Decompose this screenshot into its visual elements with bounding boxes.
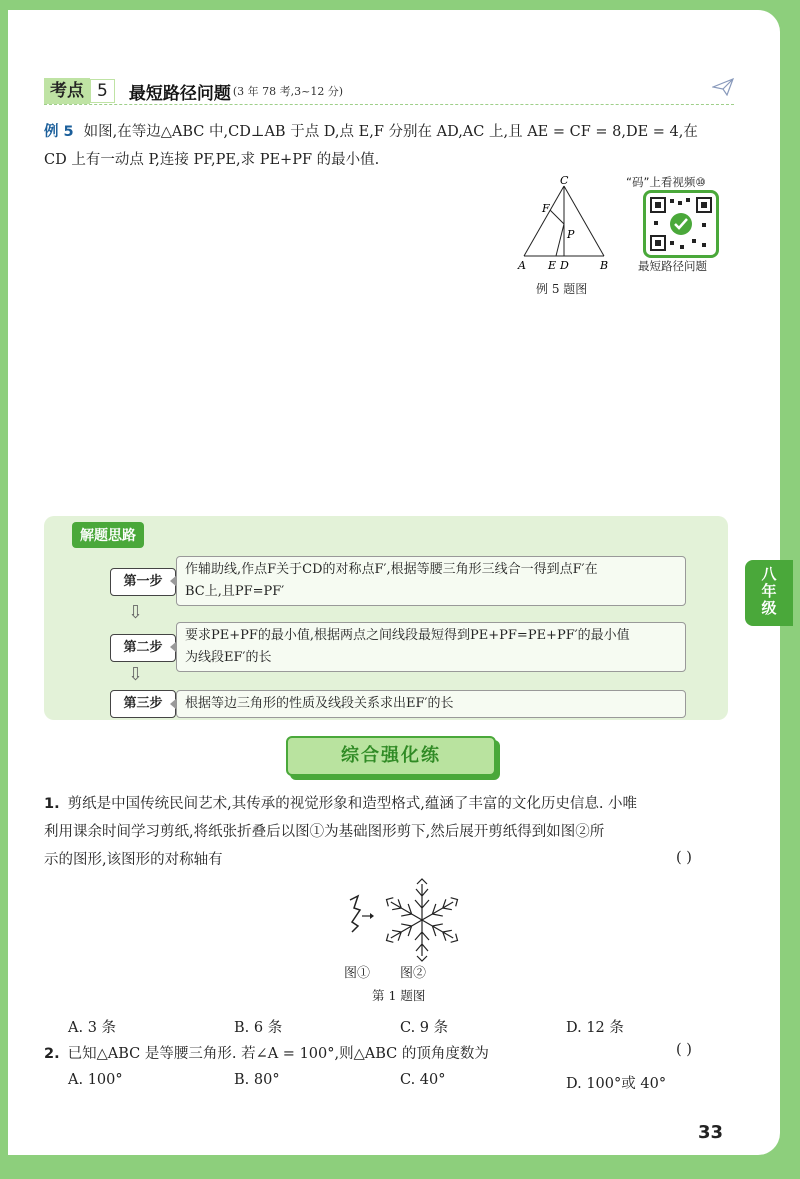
q1-option-d[interactable]: D. 12 条 (566, 1020, 624, 1036)
qr-code[interactable] (643, 190, 719, 258)
point-a: A (518, 259, 526, 272)
paper-plane-icon (712, 78, 734, 100)
question-number: 1. (44, 796, 60, 812)
topic-title: 最短路径问题 (128, 83, 231, 104)
q2-option-c[interactable]: C. 40° (400, 1072, 446, 1088)
q2-option-b[interactable]: B. 80° (234, 1072, 280, 1088)
point-c: C (560, 174, 569, 187)
arrow-down-icon: ⇩ (128, 602, 144, 623)
step-3-text: 根据等边三角形的性质及线段关系求出EF′的长 (176, 690, 686, 718)
snowflake-figure (344, 878, 464, 962)
step-1-label: 第一步 (110, 568, 176, 596)
grade-tab[interactable]: 八 年 级 (745, 560, 793, 626)
figure-labels: 图① 图② (344, 966, 427, 981)
topic-stats: (3 年 78 考,3~12 分) (232, 85, 344, 98)
point-p: P (567, 228, 575, 241)
answer-bracket: ( ) (676, 1042, 692, 1058)
point-b: B (600, 259, 609, 272)
example-label: 例 5 (44, 124, 74, 140)
page-number: 33 (698, 1122, 724, 1143)
question-1-caption: 第 1 题图 (372, 988, 426, 1003)
q2-option-a[interactable]: A. 100° (68, 1072, 123, 1088)
qr-caption: 最短路径问题 (638, 259, 707, 273)
point-d: D (560, 259, 569, 272)
point-f: F (542, 202, 550, 215)
question-2: 2. 已知△ABC 是等腰三角形. 若∠A = 100°,则△ABC 的顶角度数为 (44, 1046, 489, 1062)
qr-title: “码”上看视频⑩ (626, 175, 706, 189)
q2-option-d[interactable]: D. 100°或 40° (566, 1076, 667, 1092)
q1-option-b[interactable]: B. 6 条 (234, 1020, 283, 1036)
topic-number: 5 (90, 79, 115, 103)
point-e: E (548, 259, 557, 272)
topic-divider (44, 104, 734, 105)
step-3-label: 第三步 (110, 690, 176, 718)
arrow-down-icon: ⇩ (128, 664, 144, 685)
example-5-caption: 例 5 题图 (536, 282, 588, 296)
q1-option-c[interactable]: C. 9 条 (400, 1020, 449, 1036)
step-1-text: 作辅助线,作点F关于CD的对称点F′,根据等腰三角形三线合一得到点F′在 BC上,且PF=PF′ (176, 556, 686, 606)
q1-option-a[interactable]: A. 3 条 (68, 1020, 117, 1036)
topic-header (44, 78, 343, 104)
qr-pattern-icon (646, 193, 716, 255)
step-2-label: 第二步 (110, 634, 176, 662)
topic-label: 考点 (44, 78, 90, 104)
question-1: 1. 剪纸是中国传统民间艺术,其传承的视觉形象和造型格式,蕴涵了丰富的文化历史信息. 小唯 利用课余时间学习剪纸,将纸张折叠后以图①为基础图形剪下,然后展开剪纸得到如图②所 示的图形,该图形的对称轴有 (44, 796, 638, 868)
answer-bracket: ( ) (676, 850, 692, 866)
section-banner: 综合强化练 (286, 736, 496, 776)
solution-thinking-tag: 解题思路 (72, 522, 144, 548)
example-5-figure (512, 172, 618, 290)
example-5: 例 5 如图,在等边△ABC 中,CD⊥AB 于点 D,点 E,F 分别在 AD,AC 上,且 AE = CF = 8,DE = 4,在 CD 上有一动点 P,连接 PF,PE,求 PE+PF 的最小值. (44, 124, 698, 168)
step-2-text: 要求PE+PF的最小值,根据两点之间线段最短得到PE+PF=PE+PF′的最小值 为线段EF′的长 (176, 622, 686, 672)
question-number: 2. (44, 1046, 60, 1062)
